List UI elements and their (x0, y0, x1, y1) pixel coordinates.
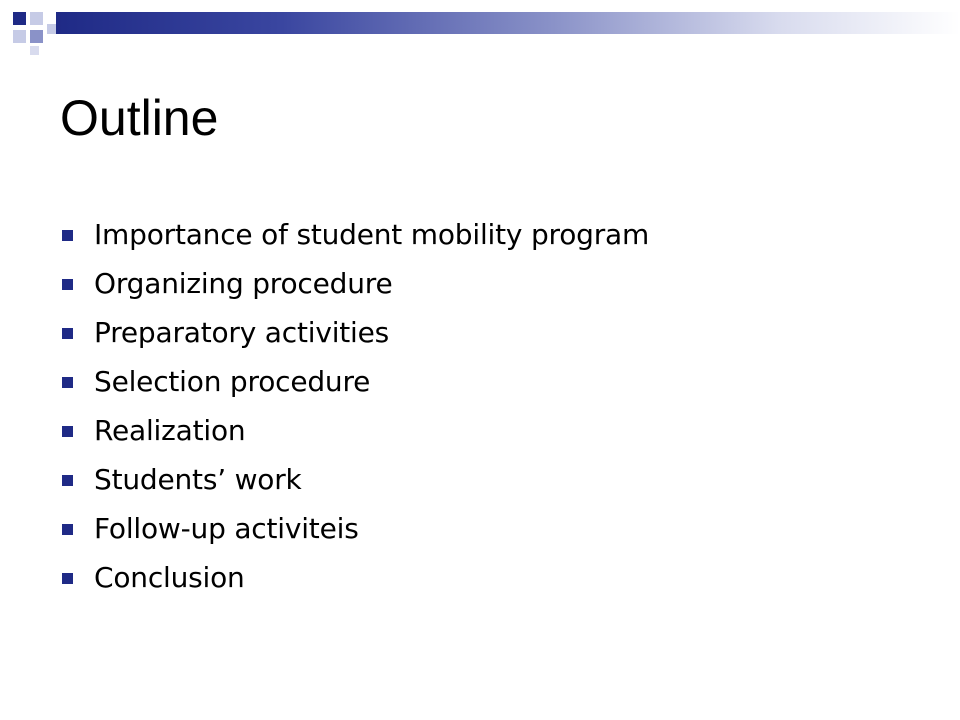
bullet-item (60, 504, 649, 553)
bullet-text: Importance of student mobility program (94, 218, 650, 251)
decor-square (13, 30, 26, 43)
bullet-text: Realization (94, 414, 246, 447)
bullet-text: Organizing procedure (94, 267, 393, 300)
decor-square (30, 30, 43, 43)
bullet-item (60, 357, 649, 406)
square-bullet-icon (62, 524, 73, 535)
bullet-item (60, 406, 649, 455)
bullet-item (60, 210, 649, 259)
decor-square (47, 24, 56, 34)
decor-square (13, 12, 26, 25)
bullet-text: Students’ work (94, 463, 302, 496)
decor-square (30, 46, 39, 55)
square-bullet-icon (62, 279, 73, 290)
square-bullet-icon (62, 573, 73, 584)
bullet-text: Selection procedure (94, 365, 371, 398)
bullet-text: Conclusion (94, 561, 245, 594)
bullet-item (60, 553, 649, 602)
slide-title: Outline (60, 90, 219, 146)
square-bullet-icon (62, 230, 73, 241)
square-bullet-icon (62, 328, 73, 339)
square-bullet-icon (62, 475, 73, 486)
bullet-text: Preparatory activities (94, 316, 390, 349)
bullet-text: Follow-up activiteis (94, 512, 359, 545)
bullet-item (60, 259, 649, 308)
square-bullet-icon (62, 377, 73, 388)
bullet-item (60, 308, 649, 357)
header-gradient-band (56, 12, 960, 34)
bullet-item (60, 455, 649, 504)
decor-square (30, 12, 43, 25)
bullet-list (60, 210, 649, 602)
square-bullet-icon (62, 426, 73, 437)
